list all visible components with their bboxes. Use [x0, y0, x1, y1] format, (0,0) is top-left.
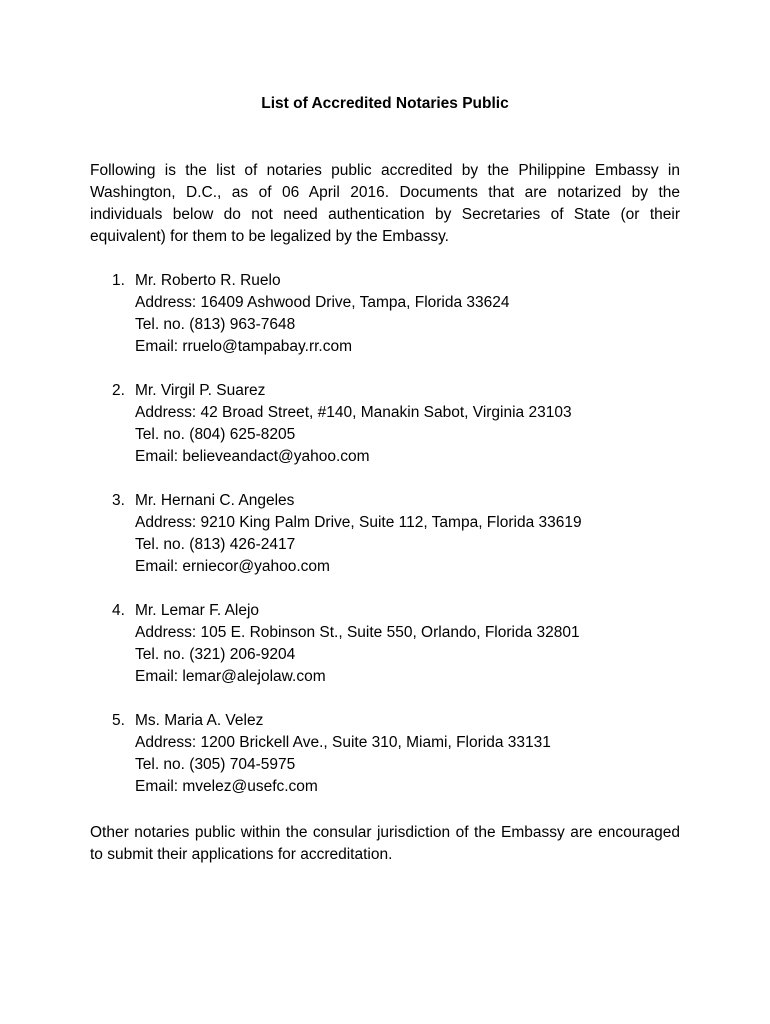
closing-paragraph: Other notaries public within the consular jurisdiction of the Embassy are encouraged to submit their applications for accreditation. [90, 824, 680, 863]
notary-email: Email: mvelez@usefc.com [135, 778, 318, 795]
notary-phone: Tel. no. (813) 426-2417 [135, 536, 296, 553]
page-title: List of Accredited Notaries Public [261, 95, 509, 112]
notary-phone: Tel. no. (813) 963-7648 [135, 316, 296, 333]
notary-name: Mr. Roberto R. Ruelo [135, 272, 281, 289]
entry-number: 4. [112, 602, 125, 619]
notary-entry [90, 600, 680, 688]
entry-number: 2. [112, 382, 125, 399]
notary-entry [90, 380, 680, 468]
notary-name: Ms. Maria A. Velez [135, 712, 264, 729]
notary-name: Mr. Lemar F. Alejo [135, 602, 260, 619]
notary-phone: Tel. no. (804) 625-8205 [135, 426, 296, 443]
notary-address: Address: 105 E. Robinson St., Suite 550, Orlando, Florida 32801 [135, 624, 580, 641]
notary-address: Address: 9210 King Palm Drive, Suite 112, Tampa, Florida 33619 [135, 514, 582, 531]
notary-address: Address: 16409 Ashwood Drive, Tampa, Florida 33624 [135, 294, 510, 311]
notary-phone: Tel. no. (305) 704-5975 [135, 756, 296, 773]
notary-entry [90, 710, 680, 798]
notary-email: Email: believeandact@yahoo.com [135, 448, 370, 465]
entry-number: 3. [112, 492, 125, 509]
notary-email: Email: erniecor@yahoo.com [135, 558, 330, 575]
notary-email: Email: rruelo@tampabay.rr.com [135, 338, 353, 355]
entry-number: 1. [112, 272, 125, 289]
notary-name: Mr. Virgil P. Suarez [135, 382, 266, 399]
notary-address: Address: 42 Broad Street, #140, Manakin Sabot, Virginia 23103 [135, 404, 572, 421]
notary-address: Address: 1200 Brickell Ave., Suite 310, Miami, Florida 33131 [135, 734, 551, 751]
intro-paragraph: Following is the list of notaries public accredited by the Philippine Embassy in Washington, D.C., as of 06 April 2016. Documents that are notarized by the individuals below do not need authentication by Secretaries of State (or their equivalent) for them to be legalized by the Embassy. [90, 162, 680, 245]
notary-email: Email: lemar@alejolaw.com [135, 668, 326, 685]
notary-name: Mr. Hernani C. Angeles [135, 492, 295, 509]
notary-phone: Tel. no. (321) 206-9204 [135, 646, 296, 663]
notary-list [90, 270, 680, 820]
notary-entry [90, 490, 680, 578]
entry-number: 5. [112, 712, 125, 729]
notary-entry [90, 270, 680, 358]
